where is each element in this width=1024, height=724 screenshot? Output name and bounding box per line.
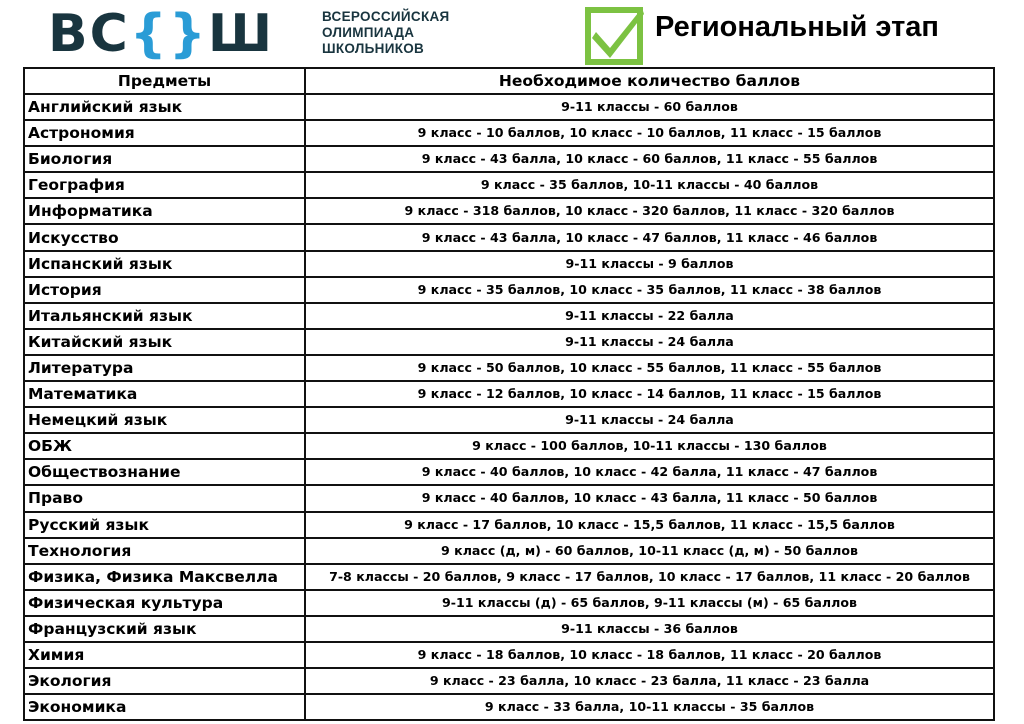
requirement-cell: 9 класс - 100 баллов, 10-11 классы - 130 баллов: [305, 433, 994, 459]
subject-cell: Физическая культура: [24, 590, 305, 616]
subject-cell: Английский язык: [24, 94, 305, 120]
table-row: [24, 381, 994, 407]
table-row: [24, 485, 994, 511]
subject-cell: Испанский язык: [24, 251, 305, 277]
table-row: [24, 198, 994, 224]
table-row: [24, 590, 994, 616]
stage-title: Региональный этап: [655, 11, 939, 43]
logo-subtitle-line: ВСЕРОССИЙСКАЯ: [322, 9, 450, 24]
requirement-cell: 9-11 классы - 24 балла: [305, 407, 994, 433]
requirement-cell: 9 класс - 40 баллов, 10 класс - 42 балла, 11 класс - 47 баллов: [305, 459, 994, 485]
logo-subtitle: [322, 9, 450, 57]
table-row: [24, 512, 994, 538]
subject-cell: Информатика: [24, 198, 305, 224]
requirement-cell: 9-11 классы - 24 балла: [305, 329, 994, 355]
checkmark-icon: [584, 4, 646, 66]
table-row: [24, 642, 994, 668]
subject-cell: Астрономия: [24, 120, 305, 146]
requirement-cell: 9 класс - 17 баллов, 10 класс - 15,5 баллов, 11 класс - 15,5 баллов: [305, 512, 994, 538]
requirement-cell: 9 класс - 18 баллов, 10 класс - 18 баллов, 11 класс - 20 баллов: [305, 642, 994, 668]
subject-cell: Право: [24, 485, 305, 511]
subject-cell: Технология: [24, 538, 305, 564]
requirement-cell: 9 класс - 23 балла, 10 класс - 23 балла, 11 класс - 23 балла: [305, 668, 994, 694]
logo-braces: {}: [129, 4, 208, 64]
page-header: [0, 0, 1024, 66]
requirement-cell: 9-11 классы (д) - 65 баллов, 9-11 классы (м) - 65 баллов: [305, 590, 994, 616]
requirement-cell: 9-11 классы - 60 баллов: [305, 94, 994, 120]
subject-cell: ОБЖ: [24, 433, 305, 459]
table-body: [24, 94, 994, 720]
requirement-cell: 9 класс - 33 балла, 10-11 классы - 35 баллов: [305, 694, 994, 720]
table-row: [24, 433, 994, 459]
requirement-cell: 9 класс - 35 баллов, 10 класс - 35 баллов, 11 класс - 38 баллов: [305, 277, 994, 303]
table-row: [24, 172, 994, 198]
subject-cell: Итальянский язык: [24, 303, 305, 329]
table-row: [24, 668, 994, 694]
subject-cell: Обществознание: [24, 459, 305, 485]
table-row: [24, 303, 994, 329]
requirement-cell: 9-11 классы - 36 баллов: [305, 616, 994, 642]
table-row: [24, 146, 994, 172]
subject-cell: Математика: [24, 381, 305, 407]
requirement-cell: 9 класс (д, м) - 60 баллов, 10-11 класс (д, м) - 50 баллов: [305, 538, 994, 564]
table-row: [24, 564, 994, 590]
column-header-required-score: Необходимое количество баллов: [305, 68, 994, 94]
subject-cell: Физика, Физика Максвелла: [24, 564, 305, 590]
table-row: [24, 459, 994, 485]
subject-cell: Искусство: [24, 224, 305, 250]
logo-subtitle-line: ОЛИМПИАДА: [322, 25, 415, 40]
subject-cell: Русский язык: [24, 512, 305, 538]
table-row: [24, 355, 994, 381]
vsosh-logo: [48, 4, 274, 64]
subject-cell: Литература: [24, 355, 305, 381]
requirement-cell: 9 класс - 43 балла, 10 класс - 47 баллов, 11 класс - 46 баллов: [305, 224, 994, 250]
subject-cell: Биология: [24, 146, 305, 172]
table-row: [24, 538, 994, 564]
requirement-cell: 9 класс - 40 баллов, 10 класс - 43 балла, 11 класс - 50 баллов: [305, 485, 994, 511]
requirement-cell: 9 класс - 10 баллов, 10 класс - 10 баллов, 11 класс - 15 баллов: [305, 120, 994, 146]
table-row: [24, 277, 994, 303]
table-row: [24, 329, 994, 355]
requirement-cell: 9-11 классы - 22 балла: [305, 303, 994, 329]
subject-cell: Экономика: [24, 694, 305, 720]
subject-cell: География: [24, 172, 305, 198]
scores-table: [23, 67, 995, 721]
subject-cell: Экология: [24, 668, 305, 694]
column-header-subjects: Предметы: [24, 68, 305, 94]
table-row: [24, 407, 994, 433]
table-row: [24, 120, 994, 146]
table-header-row: [24, 68, 994, 94]
subject-cell: Немецкий язык: [24, 407, 305, 433]
table-row: [24, 251, 994, 277]
requirement-cell: 9 класс - 43 балла, 10 класс - 60 баллов, 11 класс - 55 баллов: [305, 146, 994, 172]
requirement-cell: 7-8 классы - 20 баллов, 9 класс - 17 баллов, 10 класс - 17 баллов, 11 класс - 20 баллов: [305, 564, 994, 590]
table-row: [24, 694, 994, 720]
subject-cell: Французский язык: [24, 616, 305, 642]
requirement-cell: 9 класс - 318 баллов, 10 класс - 320 баллов, 11 класс - 320 баллов: [305, 198, 994, 224]
requirement-cell: 9 класс - 12 баллов, 10 класс - 14 баллов, 11 класс - 15 баллов: [305, 381, 994, 407]
subject-cell: История: [24, 277, 305, 303]
requirement-cell: 9-11 классы - 9 баллов: [305, 251, 994, 277]
subject-cell: Китайский язык: [24, 329, 305, 355]
table-row: [24, 224, 994, 250]
requirement-cell: 9 класс - 50 баллов, 10 класс - 55 баллов, 11 класс - 55 баллов: [305, 355, 994, 381]
logo-suffix: Ш: [207, 4, 275, 64]
subject-cell: Химия: [24, 642, 305, 668]
requirement-cell: 9 класс - 35 баллов, 10-11 классы - 40 баллов: [305, 172, 994, 198]
logo-prefix: ВС: [48, 4, 130, 64]
table-row: [24, 94, 994, 120]
logo-subtitle-line: ШКОЛЬНИКОВ: [322, 41, 425, 56]
table-row: [24, 616, 994, 642]
